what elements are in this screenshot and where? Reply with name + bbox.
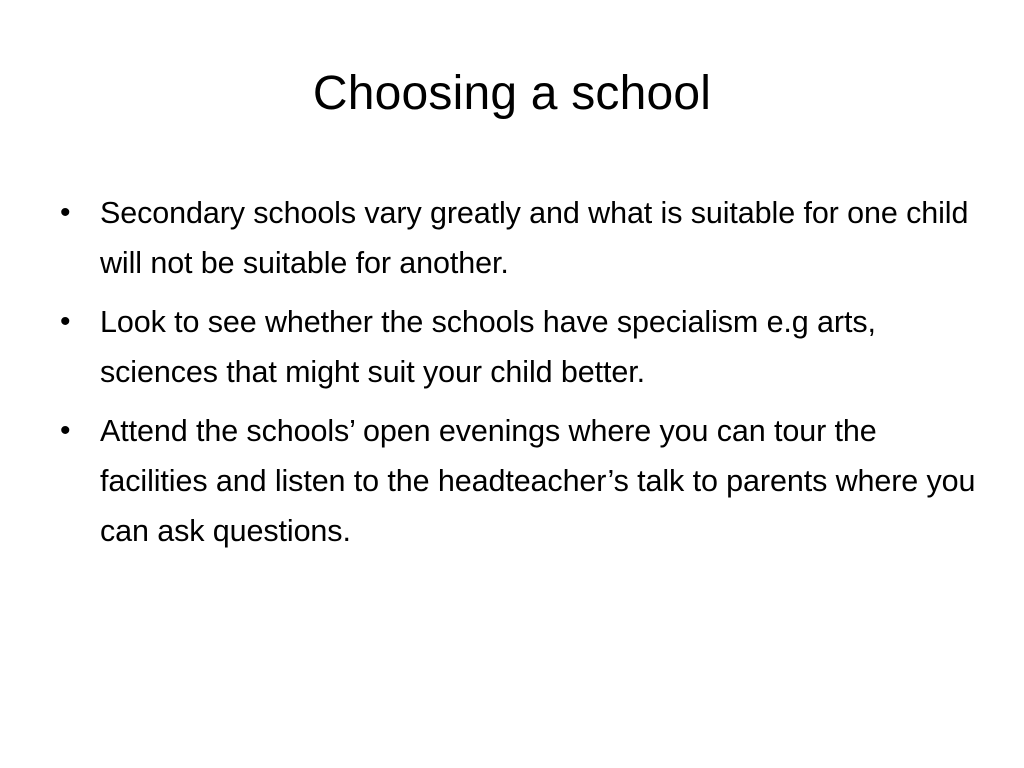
- bullet-marker: •: [60, 305, 71, 338]
- bullet-item: [60, 406, 980, 556]
- slide-title: Choosing a school: [312, 67, 712, 120]
- bullet-list: [60, 188, 980, 565]
- bullet-text: Look to see whether the schools have specialism e.g arts, sciences that might suit your child better.: [100, 305, 876, 389]
- bullet-marker: •: [60, 414, 71, 447]
- bullet-text: Secondary schools vary greatly and what is suitable for one child will not be suitable for another.: [100, 196, 969, 280]
- bullet-item: [60, 297, 980, 397]
- bullet-item: [60, 188, 980, 288]
- bullet-marker: •: [60, 196, 71, 229]
- bullet-text: Attend the schools’ open evenings where you can tour the facilities and listen to the headteacher’s talk to parents where you can ask questions.: [100, 414, 976, 548]
